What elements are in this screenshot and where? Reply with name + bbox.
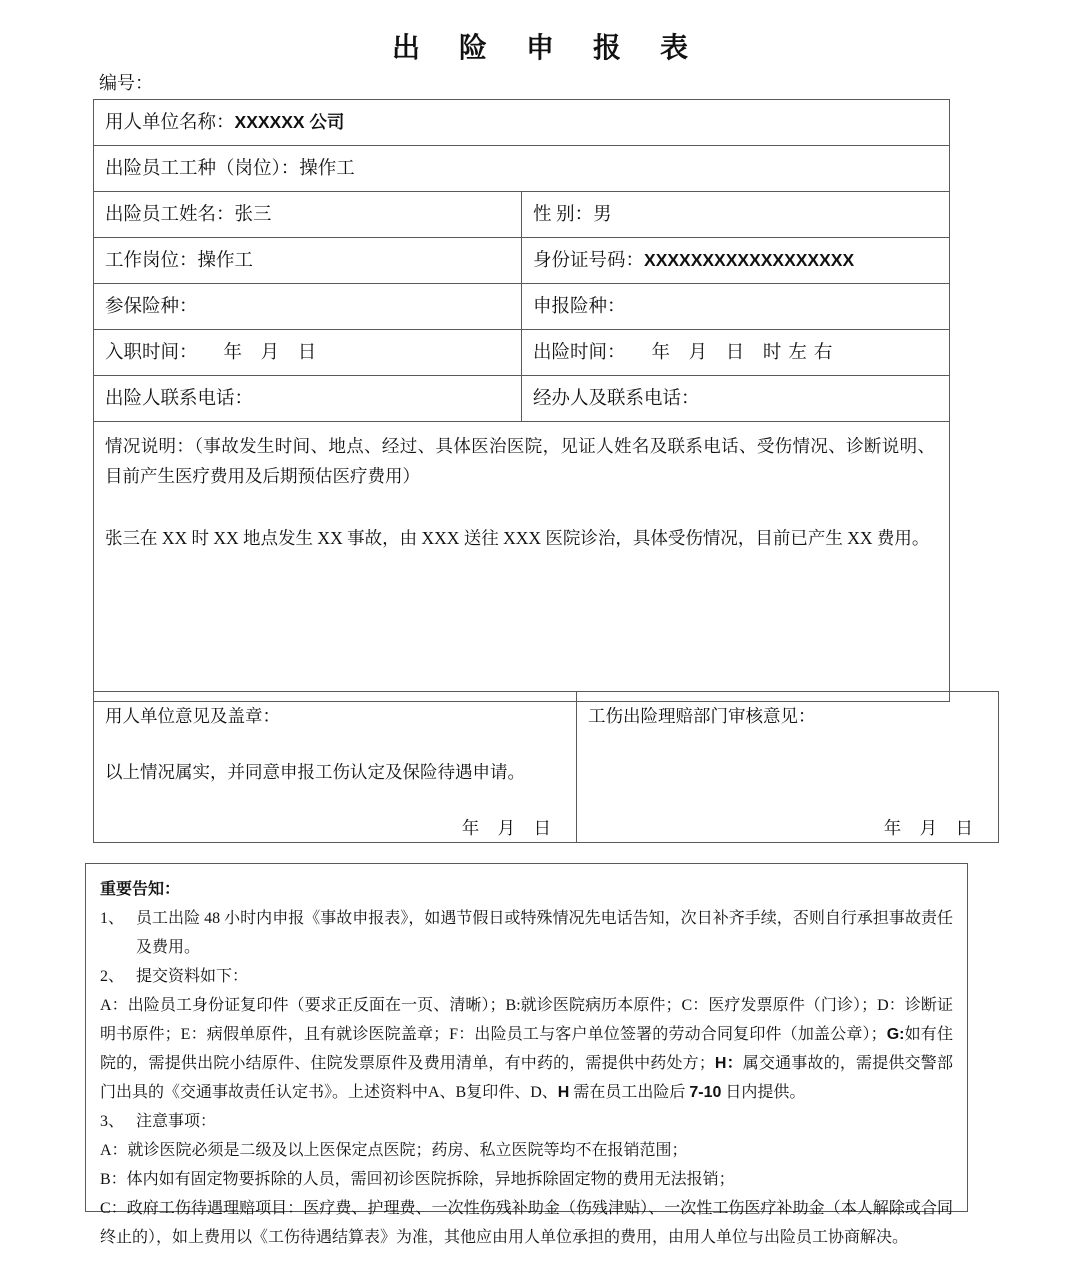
page-title: 出 险 申 报 表 <box>391 33 704 64</box>
table-row-employer <box>94 100 950 146</box>
materials-a-to-f: A：出险员工身份证复印件（要求正反面在一页、清晰）；B:就诊医院病历本原件；C：医疗发票原件（门诊）；D：诊断证明书原件；E：病假单原件，且有就诊医院盖章；F：出险员工与客户单位签署的劳动合同复印件（加盖公章）； <box>100 997 953 1043</box>
cell-claimant-phone <box>94 376 522 422</box>
notice-item-2 <box>100 962 953 991</box>
notice-item-3-marker: 3、 <box>100 1113 125 1130</box>
handler-phone-label: 经办人及联系电话： <box>533 388 700 409</box>
notices-title: 重要告知： <box>100 881 181 898</box>
accident-date-placeholder: 年 月 日 时左右 <box>651 342 840 363</box>
materials-h-bold-code: H <box>557 1084 570 1101</box>
employer-name-value: XXXXXX 公司 <box>234 112 345 132</box>
insured-type-label: 参保险种： <box>105 296 198 317</box>
id-number-value: XXXXXXXXXXXXXXXXXX <box>644 250 855 270</box>
gender-label: 性 别：男 <box>533 204 612 225</box>
cell-hire-date <box>94 330 522 376</box>
claim-info-table <box>93 99 950 702</box>
claims-dept-opinion-heading: 工伤出险理赔部门审核意见： <box>588 706 816 726</box>
claimed-type-label: 申报险种： <box>533 296 626 317</box>
cell-job-type <box>94 146 950 192</box>
serial-number-label: 编号： <box>99 73 153 93</box>
cell-employer-name <box>94 100 950 146</box>
notice-note-a: A：就诊医院必须是二级及以上医保定点医院；药房、私立医院等均不在报销范围； <box>100 1142 688 1159</box>
notice-item-2-marker: 2、 <box>100 968 125 985</box>
claimant-phone-label: 出险人联系电话： <box>105 388 254 409</box>
notice-item-3-text: 注意事项： <box>136 1113 217 1130</box>
cell-gender <box>522 192 950 238</box>
cell-situation-description <box>94 422 950 702</box>
materials-h-text: 属交通事故的，需提供交警部门出具的《交通事故责任认定书》。上述资料中A、B复印件、D、 <box>100 1055 953 1101</box>
materials-g-marker: G: <box>886 1026 905 1043</box>
cell-handler-phone <box>522 376 950 422</box>
hire-date-label: 入职时间： <box>105 342 198 363</box>
cell-claims-dept-opinion <box>577 692 999 843</box>
materials-g-text: 如有住院的，需提供出院小结原件、住院发票原件及费用清单，有中药的，需提供中药处方； <box>100 1026 953 1072</box>
notice-item-1 <box>100 904 953 962</box>
employer-opinion-heading: 用人单位意见及盖章： <box>105 706 280 726</box>
employee-name-label: 出险员工姓名：张三 <box>105 204 272 225</box>
table-row-description <box>94 422 950 702</box>
cell-accident-date <box>522 330 950 376</box>
table-row-phones <box>94 376 950 422</box>
description-heading: 情况说明：（事故发生时间、地点、经过、具体医治医院，见证人姓名及联系电话、受伤情况、诊断说明、目前产生医疗费用及后期预估医疗费用） <box>105 436 935 486</box>
notice-item-1-text: 员工出险 48 小时内申报《事故申报表》，如遇节假日或特殊情况先电话告知，次日补齐手续，否则自行承担事故责任及费用。 <box>136 910 953 956</box>
job-type-label: 出险员工工种（岗位）：操作工 <box>105 158 355 179</box>
notice-item-3 <box>100 1107 953 1136</box>
notice-item-1-marker: 1、 <box>100 910 125 927</box>
materials-h-marker: H： <box>714 1055 743 1072</box>
table-row-dates <box>94 330 950 376</box>
description-body: 张三在 XX 时 XX 地点发生 XX 事故，由 XXX 送往 XXX 医院诊治，具体受伤情况，目前已产生 XX 费用。 <box>105 528 930 548</box>
notice-note-b: B：体内如有固定物要拆除的人员，需回初诊医院拆除，异地拆除固定物的费用无法报销； <box>100 1171 735 1188</box>
employer-opinion-statement: 以上情况属实，并同意申报工伤认定及保险待遇申请。 <box>105 762 525 782</box>
materials-h-text-3: 日内提供。 <box>721 1084 806 1101</box>
table-row-insurance-types <box>94 284 950 330</box>
table-row-job-type <box>94 146 950 192</box>
table-row-name-gender <box>94 192 950 238</box>
cell-employer-opinion <box>94 692 577 843</box>
opinion-table <box>93 691 999 843</box>
notice-materials-list <box>100 991 953 1107</box>
cell-work-post <box>94 238 522 284</box>
cell-insured-type <box>94 284 522 330</box>
id-number-label: 身份证号码： <box>533 251 645 271</box>
employer-name-label: 用人单位名称： <box>105 113 235 133</box>
notice-note-c: C：政府工伤待遇理赔项目：医疗费、护理费、一次性伤残补助金（伤残津贴）、一次性工伤医疗补助金（本人解除或合同终止的），如上费用以《工伤待遇结算表》为准，其他应由用人单位承担的费用，由用人单位与出险员工协商解决。 <box>100 1200 953 1246</box>
table-row-post-id <box>94 238 950 284</box>
cell-id-number <box>522 238 950 284</box>
materials-h-text-2: 需在员工出险后 <box>569 1084 690 1101</box>
cell-employee-name <box>94 192 522 238</box>
hire-date-placeholder: 年 月 日 <box>223 342 324 363</box>
materials-deadline-days: 7-10 <box>689 1084 722 1101</box>
accident-date-label: 出险时间： <box>533 342 626 363</box>
employer-signature-date: 年 月 日 <box>461 818 558 838</box>
table-row-opinions <box>94 692 999 843</box>
claims-dept-signature-date: 年 月 日 <box>883 818 980 838</box>
notice-item-2-text: 提交资料如下： <box>136 968 249 985</box>
work-post-label: 工作岗位：操作工 <box>105 250 254 271</box>
important-notices-box <box>85 863 968 1246</box>
cell-claimed-type <box>522 284 950 330</box>
